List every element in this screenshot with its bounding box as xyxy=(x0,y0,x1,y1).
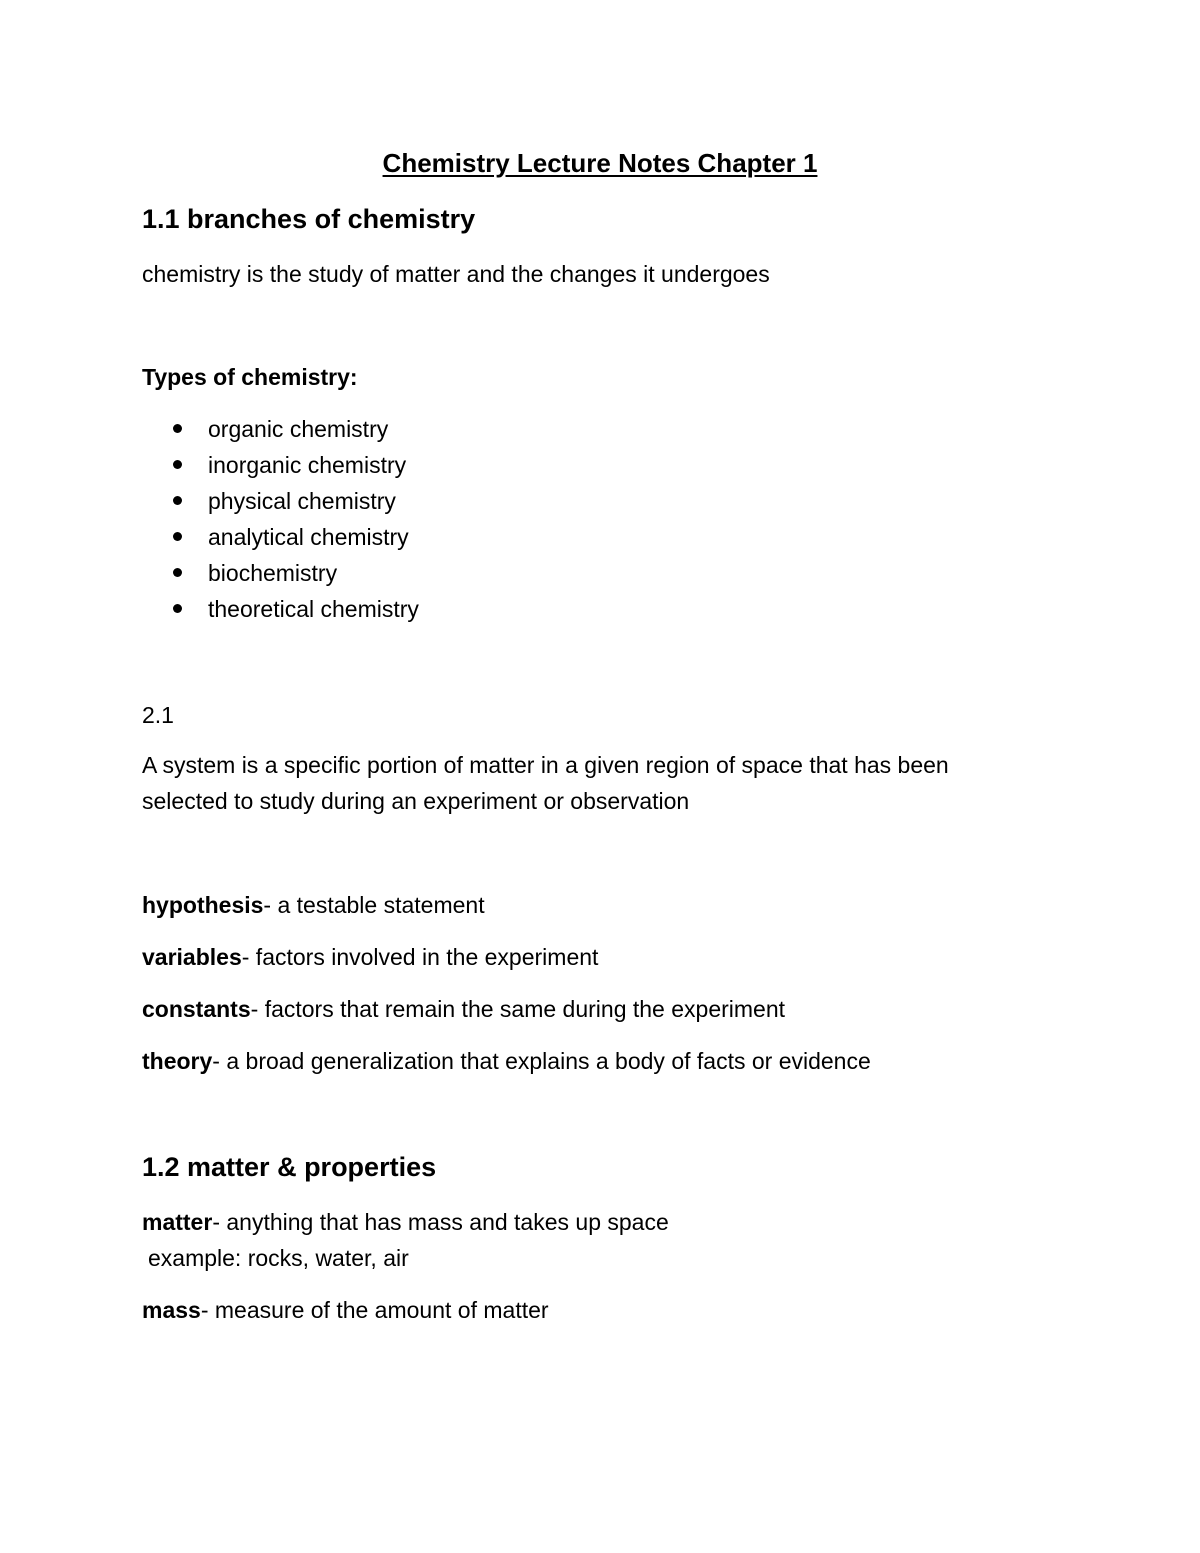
types-label: Types of chemistry: xyxy=(142,364,358,390)
section-heading-1-2: 1.2 matter & properties xyxy=(142,1152,437,1182)
definition-term: hypothesis xyxy=(142,892,264,918)
definition-text: - factors that remain the same during the experiment xyxy=(250,996,786,1022)
definition-text: - factors involved in the experiment xyxy=(241,944,599,970)
definition-term: mass xyxy=(142,1297,201,1323)
list-item xyxy=(173,454,406,477)
definition-constants xyxy=(142,998,785,1021)
list-item xyxy=(173,526,409,549)
list-item-text: analytical chemistry xyxy=(208,524,409,550)
definition-mass xyxy=(142,1299,549,1322)
definition-hypothesis xyxy=(142,894,485,917)
definition-text: - anything that has mass and takes up space xyxy=(212,1209,669,1235)
system-definition-line-1: A system is a specific portion of matter in a given region of space that has been xyxy=(142,752,949,778)
bullet-icon xyxy=(173,532,182,541)
bullet-icon xyxy=(173,424,182,433)
definition-term: variables xyxy=(142,944,242,970)
list-item xyxy=(173,418,388,441)
bullet-icon xyxy=(173,496,182,505)
list-item xyxy=(173,490,396,513)
list-item-text: physical chemistry xyxy=(208,488,396,514)
system-definition-line-2: selected to study during an experiment or observation xyxy=(142,788,690,814)
definition-variables xyxy=(142,946,598,969)
list-item xyxy=(173,562,337,585)
list-item-text: theoretical chemistry xyxy=(208,596,419,622)
definition-text: - a testable statement xyxy=(263,892,485,918)
definition-text: - a broad generalization that explains a body of facts or evidence xyxy=(212,1048,871,1074)
definition-term: theory xyxy=(142,1048,213,1074)
list-item-text: organic chemistry xyxy=(208,416,389,442)
chemistry-definition: chemistry is the study of matter and the changes it undergoes xyxy=(142,261,770,287)
definition-term: constants xyxy=(142,996,251,1022)
bullet-icon xyxy=(173,604,182,613)
definition-theory xyxy=(142,1050,871,1073)
list-item-text: biochemistry xyxy=(208,560,338,586)
list-item xyxy=(173,598,419,621)
definition-text: - measure of the amount of matter xyxy=(200,1297,549,1323)
document-title: Chemistry Lecture Notes Chapter 1 xyxy=(382,148,818,178)
definition-matter xyxy=(142,1211,669,1234)
bullet-icon xyxy=(173,568,182,577)
matter-example: example: rocks, water, air xyxy=(148,1245,409,1271)
section-heading-1-1: 1.1 branches of chemistry xyxy=(142,204,476,234)
definition-term: matter xyxy=(142,1209,213,1235)
section-number-2-1: 2.1 xyxy=(142,702,174,728)
list-item-text: inorganic chemistry xyxy=(208,452,407,478)
bullet-icon xyxy=(173,460,182,469)
